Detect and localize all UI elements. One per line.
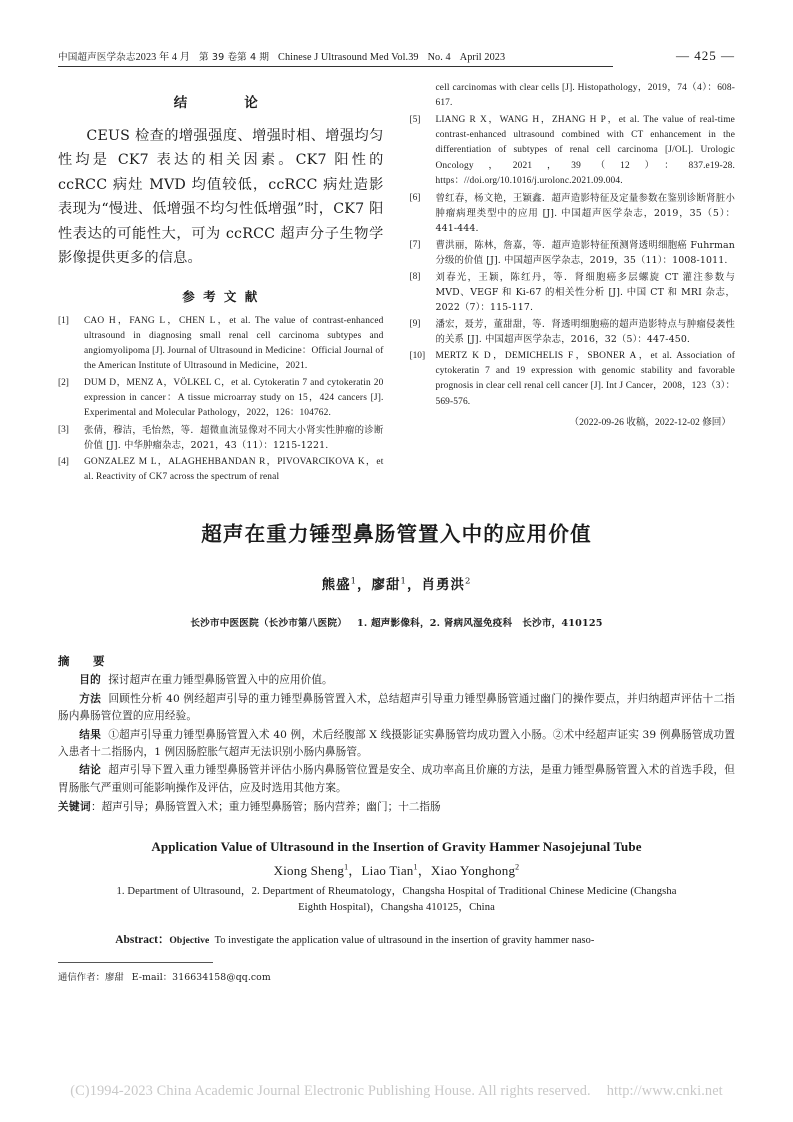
header-rule	[58, 66, 613, 67]
reference-item	[410, 349, 736, 410]
reference-number: [1]	[58, 315, 69, 326]
article-block	[58, 517, 735, 949]
author-name: 肖勇洪	[421, 577, 465, 594]
references-list-left	[58, 314, 384, 486]
author-name-en: Liao Tian	[361, 862, 414, 878]
conclusion-heading: 结 论	[173, 95, 268, 111]
author-name: 熊盛	[321, 577, 351, 594]
reference-number: [3]	[58, 425, 69, 436]
reference-text: MERTZ K D，DEMICHELIS F，SBONER A，et al. Association of cytokeratin 7 and 19 expression with genomic stability and favorable prognosis in clear cell renal cell cancer [J]. Int J Cancer，2008，123（3）：569-576.	[435, 350, 735, 407]
journal-name-cn: 中国超声医学杂志	[58, 52, 136, 64]
footnote-corresponding-author	[58, 969, 735, 983]
reference-item	[410, 270, 736, 316]
reference-text: 曾红春，杨文艳，王颖鑫．超声造影特征及定量参数在鉴别诊断肾脏小肿瘤病理类型中的应用 [J]. 中国超声医学杂志，2019，35（5）：441-444.	[435, 192, 735, 235]
reference-text: 张倩，穆洁，毛怡然，等．超微血流显像对不同大小肾实性肿瘤的诊断价值 [J]. 中华肿瘤杂志，2021，43（11）：1215-1221.	[84, 425, 384, 452]
running-head-left	[58, 52, 505, 64]
reference-continuation-text: cell carcinomas with clear cells [J]. Histopathology，2019，74（4）：608-617.	[435, 83, 735, 109]
abstract-heading-cn: 摘 要	[58, 654, 111, 669]
reference-text: 刘春光，王颖，陈红丹，等．肾细胞癌多层螺旋 CT 灌注参数与 MVD、VEGF 和 Ki-67 的相关性分析 [J]. 中国 CT 和 MRI 杂志，2022（7）：115-117.	[435, 271, 735, 314]
author-name: 廖甜	[371, 577, 401, 594]
abstract-en	[58, 932, 735, 949]
author-affil-marker: 1	[350, 576, 358, 587]
received-revised-date: （2022-09-26 收稿，2022-12-02 修回）	[569, 416, 731, 428]
abstract-text-conclusion: 超声引导下置入重力锤型鼻肠管并评估小肠内鼻肠管位置是安全、成功率高且价廉的方法，是重力锤型鼻肠管置入术的首选手段，但胃肠胀气严重则可能影响操作及评估，应及时选用其他方案。	[58, 764, 735, 794]
keywords-text: 超声引导；鼻肠管置入术；重力锤型鼻肠管；肠内营养；幽门；十二指肠	[101, 801, 441, 814]
left-column	[58, 81, 384, 487]
abstract-section-conclusion	[58, 762, 735, 797]
reference-text: GONZALEZ M L，ALAGHEHBANDAN R，PIVOVARCIKOVA K，et al. Reactivity of CK7 across the spectrum of renal	[84, 457, 384, 483]
abstract-text-results: ①超声引导重力锤型鼻肠管置入术 40 例，术后经腹部 X 线摄影证实鼻肠管均成功置入小肠。②术中经超声证实 39 例鼻肠管成功置入患者十二指肠内，1 例因肠腔胀气超声无法识别小肠内鼻肠管。	[58, 728, 735, 758]
reference-item	[410, 317, 736, 347]
reference-item	[58, 455, 384, 485]
abstract-text-objective: 探讨超声在重力锤型鼻肠管置入中的应用价值。	[108, 674, 333, 687]
keywords-label: 关键词	[58, 801, 91, 814]
page-number: — 425 —	[676, 48, 735, 63]
copyright-watermark	[0, 1083, 793, 1100]
reference-number: [7]	[409, 239, 421, 250]
article-title-cn: 超声在重力锤型鼻肠管置入中的应用价值	[201, 522, 592, 547]
two-column-region	[58, 81, 735, 487]
abstract-label-methods: 方法	[79, 692, 102, 705]
reference-item	[58, 314, 384, 375]
reference-text: 曹洪丽，陈林，詹嘉，等．超声造影特征预测肾透明细胞癌 Fuhrman 分级的价值 [J]. 中国超声医学杂志，2019，35（11）：1008-1011.	[435, 239, 735, 267]
author-affil-marker: 2	[515, 862, 520, 872]
abstract-label-conclusion: 结论	[79, 764, 102, 777]
affiliation-city-zip: 长沙市，410125	[522, 618, 603, 630]
references-list-right	[410, 113, 736, 410]
reference-item	[410, 113, 736, 189]
reference-number: [4]	[58, 457, 69, 468]
author-affil-marker: 2	[464, 576, 472, 587]
author-name-en: Xiong Sheng	[273, 862, 345, 878]
cnki-url: http://www.cnki.net	[606, 1083, 723, 1099]
running-head-volume: 第 39 卷第 4 期	[199, 52, 270, 64]
corresponding-author-email: E-mail：316634158@qq.com	[131, 971, 271, 983]
abstract-section-methods	[58, 691, 735, 726]
reference-text: 潘宏，聂芳，董甜甜，等．肾透明细胞癌的超声造影特点与肿瘤侵袭性的关系 [J]. 中国超声医学杂志，2016，32（5）：447-450.	[435, 319, 735, 346]
reference-item	[58, 423, 384, 453]
affiliation-departments: 1. 超声影像科，2. 肾病风湿免疫科	[357, 618, 513, 630]
reference-item	[410, 238, 736, 268]
abstract-en-label: Abstract：	[115, 933, 170, 946]
article-authors-cn: 熊盛$^1$，廖甜$^1$，肖勇洪$^2$	[321, 576, 472, 594]
running-head	[58, 0, 735, 64]
footnote-rule	[58, 962, 213, 963]
corresponding-author-label: 通信作者：廖甜	[58, 971, 124, 983]
abstract-section-objective	[58, 672, 735, 689]
author-name-en: Xiao Yonghong	[430, 862, 516, 878]
article-affiliation-en: 1. Department of Ultrasound，2. Department of Rheumatology，Changsha Hospital of Traditional Chinese Medicine (Changsha Eighth Hospital)，Changsha 410125，China	[116, 885, 677, 913]
english-block	[58, 839, 735, 949]
running-head-month: April 2023	[459, 52, 506, 64]
abstract-label-results: 结果	[79, 728, 102, 741]
conclusion-paragraph: CEUS 检查的增强强度、增强时相、增强均匀性均是 CK7 表达的相关因素。CK7 阳性的 ccRCC 病灶 MVD 均值较低，ccRCC 病灶造影表现为“慢进、低增强不均匀性低增强”时，CK7 阳性表达的可能性大，可为 ccRCC 超声分子生物学影像提供更多的信息。	[58, 128, 384, 267]
reference-number: [10]	[409, 350, 426, 361]
article-affiliation-cn	[58, 615, 735, 629]
reference-number: [2]	[58, 377, 69, 388]
reference-number: [9]	[409, 319, 421, 330]
affiliation-hospital: 长沙市中医医院（长沙市第八医院）	[190, 618, 348, 630]
running-head-issue: No. 4	[427, 52, 451, 64]
reference-item	[410, 191, 736, 237]
reference-number: [8]	[409, 271, 421, 282]
reference-text: LIANG R X，WANG H，ZHANG H P，et al. The value of real-time contrast-enhanced ultrasound combined with CT enhancement in the differentiation of subtypes of renal cell carcinoma [J/OL]. Urologic Oncology，2021，39（12）：837.e19-28. https：//doi.org/10.1016/j.urolonc.2021.09.004.	[435, 114, 735, 186]
reference-number: [5]	[409, 114, 421, 125]
abstract-en-objective-label: Objective	[169, 934, 210, 946]
reference-continuation	[410, 81, 736, 111]
abstract-text-methods: 回顾性分析 40 例经超声引导的重力锤型鼻肠管置入术，总结超声引导重力锤型鼻肠管通过幽门的操作要点，并归纳超声评估十二指肠内鼻肠管位置的应用经验。	[58, 692, 735, 723]
reference-item	[58, 376, 384, 422]
author-affil-marker: 1	[413, 862, 418, 872]
author-affil-marker: 1	[344, 862, 349, 872]
references-heading: 参 考 文 献	[182, 288, 260, 304]
copyright-text: (C)1994-2023 China Academic Journal Electronic Publishing House. All rights reserved.	[70, 1083, 591, 1099]
keywords-line: 关键词：超声引导；鼻肠管置入术；重力锤型鼻肠管；肠内营养；幽门；十二指肠	[58, 801, 441, 814]
abstract-section-results	[58, 727, 735, 762]
article-authors-en: Xiong Sheng$^1$，Liao Tian$^1$，Xiao Yonghong$^2$	[273, 862, 520, 878]
reference-text: CAO H，FANG L，CHEN L，et al. The value of contrast-enhanced ultrasound in diagnosing small renal cell carcinoma subtypes and angiomyolipoma [J]. Journal of Ultrasound in Medicine：Official Journal of the American Institute of Ultrasound in Medicine，2021.	[84, 315, 384, 372]
reference-number: [6]	[409, 192, 421, 203]
article-title-en: Application Value of Ultrasound in the Insertion of Gravity Hammer Nasojejunal Tube	[151, 838, 642, 854]
journal-name-en: Chinese J Ultrasound Med Vol.39	[278, 52, 419, 64]
right-column	[410, 81, 736, 487]
abstract-en-text: To investigate the application value of ultrasound in the insertion of gravity hammer naso-	[214, 934, 595, 946]
abstract-label-objective: 目的	[79, 674, 102, 687]
running-head-date: 2023 年 4 月	[135, 52, 191, 64]
reference-text: DUM D，MENZ A，VÖLKEL C，et al. Cytokeratin 7 and cytokeratin 20 expression in cancer：A tissue microarray study on 15，424 cancers [J]. Experimental and Molecular Pathology，2022，126：104762.	[84, 377, 384, 419]
author-affil-marker: 1	[400, 576, 407, 587]
